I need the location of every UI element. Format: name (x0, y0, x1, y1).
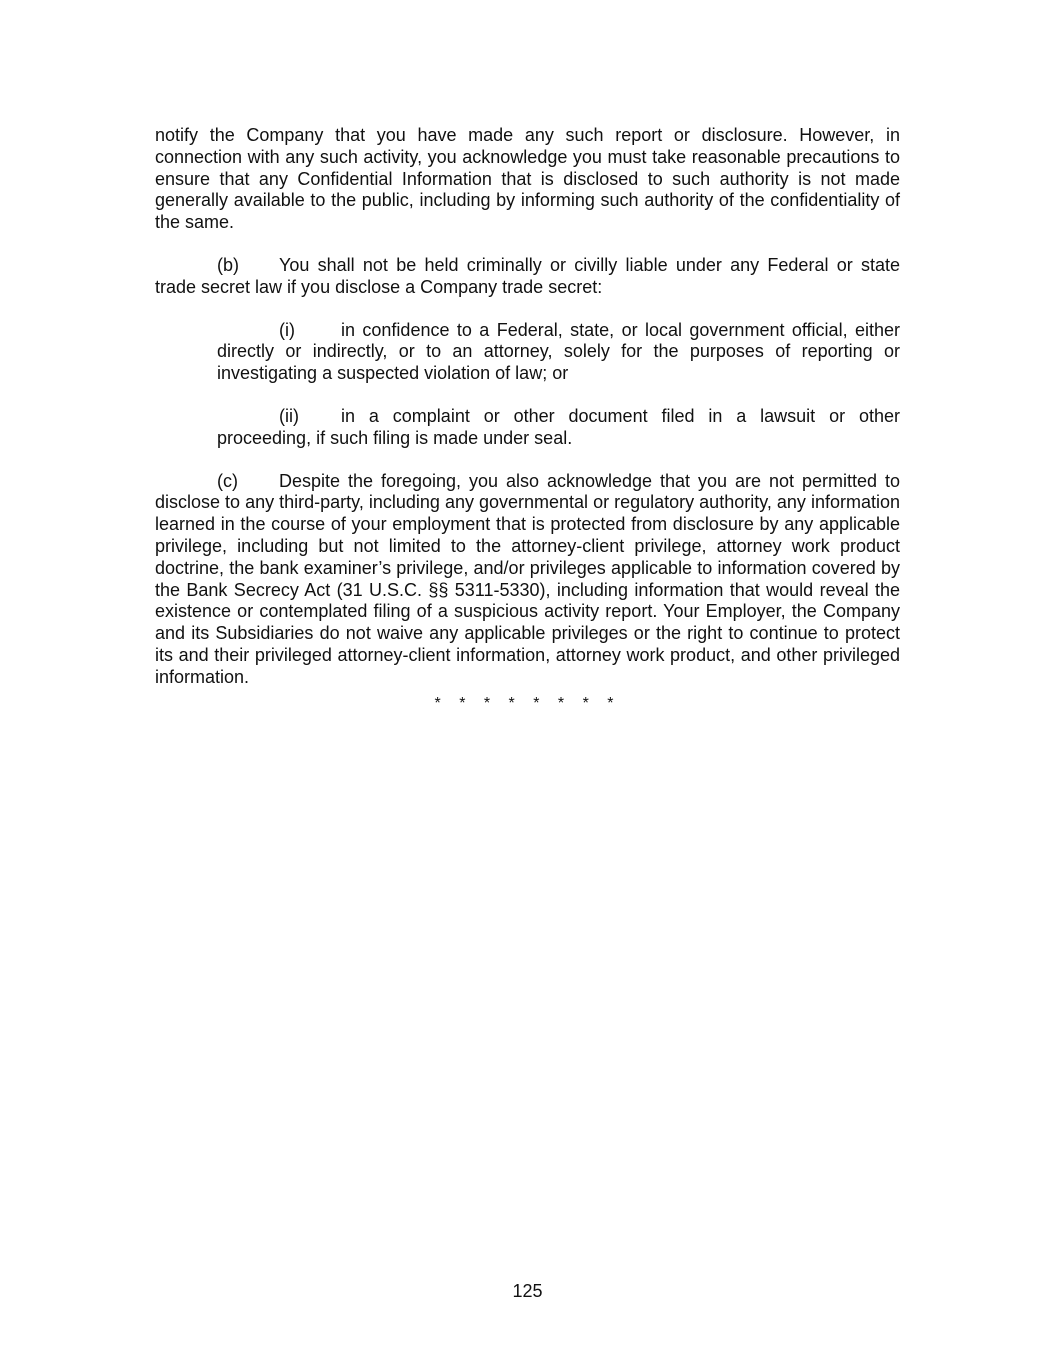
intro-paragraph: notify the Company that you have made any such report or disclosure. However, in connection with any such activity, you acknowledge you must take reasonable precautions to ensure that any Confidential Information that is disclosed to such authority is not made generally available to the public, including by informing such authority of the confidentiality of the same. (155, 125, 900, 233)
item-ii-label: (ii) (279, 405, 299, 426)
section-b-text: You shall not be held criminally or civilly liable under any Federal or state trade secret law if you disclose a Company trade secret: (155, 254, 900, 297)
section-c-paragraph (155, 471, 900, 689)
section-separator: * * * * * * * * (434, 695, 621, 712)
section-c-text: Despite the foregoing, you also acknowledge that you are not permitted to disclose to any third-party, including any governmental or regulatory authority, any information learned in the course of your employment that is protected from disclosure by any applicable privilege, including but not limited to the attorney-client privilege, attorney work product doctrine, the bank examiner’s privilege, and/or privileges applicable to information covered by the Bank Secrecy Act (31 U.S.C. §§ 5311-5330), including information that would reveal the existence or contemplated filing of a suspicious activity report. Your Employer, the Company and its Subsidiaries do not waive any applicable privileges or the right to continue to protect its and their privileged attorney-client information, attorney work product, and other privileged information. (155, 470, 900, 687)
section-b-paragraph (155, 255, 900, 299)
section-b-label: (b) (217, 254, 239, 275)
item-i-label: (i) (279, 319, 295, 340)
page-number: 125 (512, 1281, 543, 1301)
document-body (155, 125, 900, 689)
item-i-paragraph (217, 320, 900, 385)
item-ii-paragraph (217, 406, 900, 450)
item-i-text: in confidence to a Federal, state, or local government official, either directly or indirectly, or to an attorney, solely for the purposes of reporting or investigating a suspected violation of law; or (217, 319, 900, 384)
item-ii-text: in a complaint or other document filed in a lawsuit or other proceeding, if such filing is made under seal. (217, 405, 900, 448)
section-c-label: (c) (217, 470, 238, 491)
